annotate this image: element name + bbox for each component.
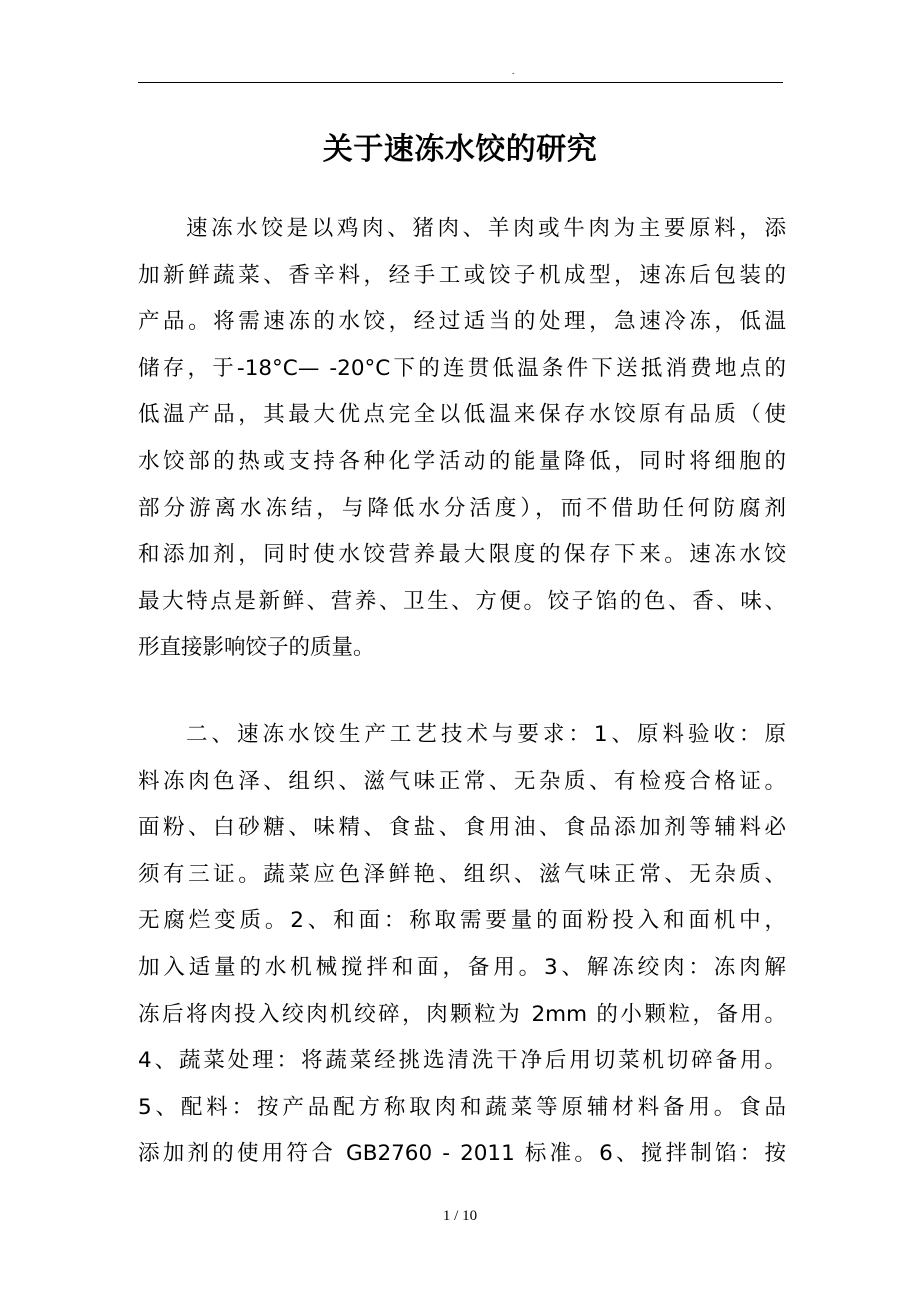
paragraph-line: 5、配料：按产品配方称取肉和蔬菜等原辅材料备用。食品 [138, 1094, 786, 1120]
paragraph-line: 水饺部的热或支持各种化学活动的能量降低，同时将细胞的 [138, 448, 786, 474]
paragraph-line: 储存，于-18°C— -20°C下的连贯低温条件下送抵消费地点的 [138, 355, 786, 381]
page-indicator: 1 / 10 [442, 1208, 478, 1224]
paragraph-line: 无腐烂变质。2、和面：称取需要量的面粉投入和面机中， [138, 908, 786, 934]
paragraph-line: 速冻水饺是以鸡肉、猪肉、羊肉或牛肉为主要原料，添 [186, 216, 786, 241]
paragraph-line: 加入适量的水机械搅拌和面，备用。3、解冻绞肉：冻肉解 [138, 954, 786, 980]
paragraph-line: 和添加剂，同时使水饺营养最大限度的保存下来。速冻水饺 [138, 542, 786, 568]
paragraph-line: 低温产品，其最大优点完全以低温来保存水饺原有品质（使 [138, 402, 786, 428]
paragraph-line: 形直接影响饺子的质量。 [138, 635, 375, 661]
paragraph-line: 最大特点是新鲜、营养、卫生、方便。饺子馅的色、香、味、 [138, 588, 786, 614]
paragraph-line: 面粉、白砂糖、味精、食盐、食用油、食品添加剂等辅料必 [138, 815, 786, 841]
paragraph-line: 冻后将肉投入绞肉机绞碎，肉颗粒为 2mm 的小颗粒，备用。 [138, 1001, 786, 1027]
paragraph-process [138, 712, 786, 1178]
paragraph-line: 添加剂的使用符合 GB2760 - 2011 标准。6、搅拌制馅：按 [138, 1141, 786, 1167]
paragraph-line: 须有三证。蔬菜应色泽鲜艳、组织、滋气味正常、无杂质、 [138, 861, 786, 887]
paragraph-line: 部分游离水冻结，与降低水分活度），而不借助任何防腐剂 [138, 495, 786, 521]
paragraph-line: 二、速冻水饺生产工艺技术与要求：1、原料验收：原 [186, 722, 786, 747]
paragraph-line: 加新鲜蔬菜、香辛料，经手工或饺子机成型，速冻后包装的 [138, 262, 786, 288]
paragraph-line: 4、蔬菜处理：将蔬菜经挑选清洗干净后用切菜机切碎备用。 [138, 1048, 786, 1074]
document-title: 关于速冻水饺的研究 [322, 132, 598, 167]
header-mark: . [512, 66, 515, 76]
paragraph-line: 料冻肉色泽、组织、滋气味正常、无杂质、有检疫合格证。 [138, 768, 786, 794]
header-rule [138, 82, 783, 83]
paragraph-line: 产品。将需速冻的水饺，经过适当的处理，急速冷冻，低温 [138, 309, 786, 335]
paragraph-intro [138, 206, 786, 672]
